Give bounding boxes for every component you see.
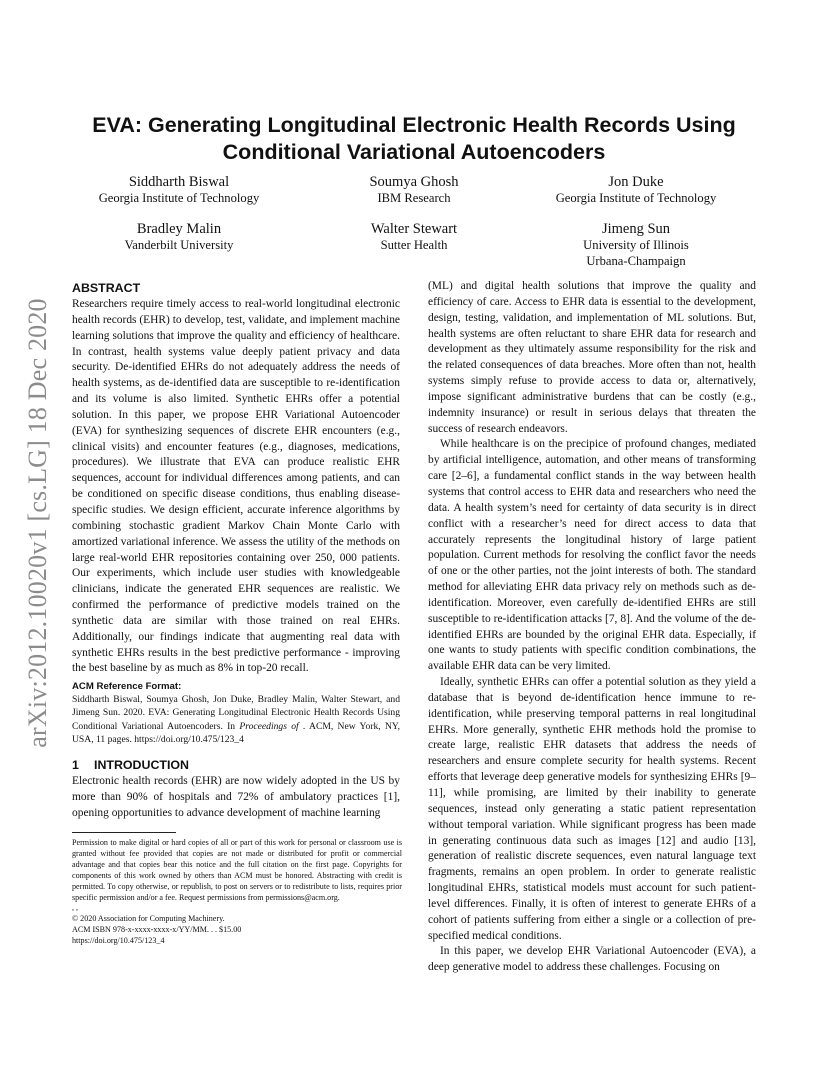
author-name: Jon Duke: [608, 174, 664, 190]
author-block: [72, 221, 286, 253]
author-affiliation: IBM Research: [377, 191, 451, 205]
author-name: Bradley Malin: [136, 221, 222, 237]
permission-notice: Permission to make digital or hard copies of all or part of this work for personal or classroom use is granted without fee provided that copies are not made or distributed for profit or commercial advantage and that copies bear this notice and the full citation on the first page. Copyrights for components of this work owned by others than ACM must be honored. Abstracting with credit is permitted. To copy otherwise, or republish, to post on servers or to redistribute to lists, requires prior specific permission and/or a fee. Request permissions from permissions@acm.org.: [72, 838, 402, 902]
introduction-heading: [72, 757, 400, 773]
author-affiliation: Georgia Institute of Technology: [555, 191, 717, 205]
author-name: Walter Stewart: [370, 221, 458, 237]
author-affiliation: Georgia Institute of Technology: [98, 191, 260, 205]
author-name: Siddharth Biswal: [128, 174, 230, 190]
author-affiliation: University of Illinois: [583, 238, 689, 252]
introduction-paragraph: Ideally, synthetic EHRs can offer a potential solution as they yield a database that is beyond de-identification hence immune to re-identification, while preserving temporal patterns in real longitudinal EHRs. More generally, synthetic EHR methods hold the promise to create large, realistic EHR datasets that address the needs of researchers and ensure complete security for health systems. Recent efforts that leverage deep generative models for synthesizing EHRs [9–11], while promising, are limited by their inability to generate sequences, instead only generating a static patient representation without temporal variation. While significant progress has been made in generating continuous data such as images [12] and audio [13], generation of realistic discrete sequences, even natural language text fragments, remains an open problem. In order to generate realistic longitudinal EHRs, statistical models must account for such patient-level differences. Finally, it is often of interest to generate EHRs of a cohort of patients suffering from either a single or a collection of pre-specified medical conditions.: [428, 676, 756, 942]
paper-title: [72, 112, 756, 166]
section-title: INTRODUCTION: [94, 758, 189, 773]
introduction-paragraph: While healthcare is on the precipice of profound changes, mediated by artificial intelligence, automation, and other means of transforming care [2–6], a fundamental conflict stands in the way between health systems that control access to EHR data and researchers who need the data. A health system’s need for certainty of data security is in direct conflict with a researcher’s need for direct access to data that accurately represents the longitudinal history of large patient population. Current methods for resolving the conflict favor the needs of one or the other parties, not the joint interests of both. The standard method for alleviating EHR data privacy rely on methods such as de-identification. Moreover, even carefully de-identified EHRs are still susceptible to re-identification attacks [7, 8]. And the volume of the de-identified EHRs are bounded by the original EHR data. Especially, if one wants to study patients with specific condition combinations, the available EHR data can be very limited.: [428, 438, 756, 673]
conference-venue: , ,: [72, 903, 79, 913]
arxiv-identifier-stamp: [20, 283, 56, 763]
acm-reference-publisher: . ACM, New York, NY, USA, 11 pages. https://doi.org/10.475/123_4: [72, 720, 400, 745]
introduction-paragraph: (ML) and digital health solutions that improve the quality and efficiency of care. Access to EHR data is essential to the development, design, testing, validation, and implementation of ML solutions. But, health systems are often reluctant to share EHR data for research and development as they ultimately assume responsibility for the risk and the related consequences of data breaches. More often than not, health systems simply refuse to provide access to data or, alternatively, impose significant administrative burdens that can be costly (e.g., indemnity insurance) or result in serious delays that threaten the success of research endeavors.: [428, 280, 756, 435]
author-affiliation: Vanderbilt University: [124, 238, 234, 252]
paper-title-line-2: Conditional Variational Autoencoders: [222, 140, 606, 164]
copyright-line: © 2020 Association for Computing Machinery.: [72, 914, 225, 924]
isbn-line: ACM ISBN 978-x-xxxx-xxxx-x/YY/MM. . . $15.00: [72, 925, 242, 935]
author-affiliation: Sutter Health: [380, 238, 448, 252]
acm-reference-text: [72, 693, 400, 746]
author-block: [307, 221, 521, 253]
acm-reference-proceedings: Proceedings of: [239, 720, 299, 732]
author-name: Jimeng Sun: [601, 221, 671, 237]
abstract-text: Researchers require timely access to real-world longitudinal electronic health records (EHR) to develop, test, validate, and implement machine learning solutions that improve the quality and efficiency of healthcare. In contrast, health systems value deeply patient privacy and data security. De-identified EHRs do not adequately address the needs of health systems, as de-identified data are susceptible to re-identification and its volume is also limited. Synthetic EHRs offer a potential solution. In this paper, we propose EHR Variational Autoencoder (EVA) for synthesizing sequences of discrete EHR encounters (e.g., clinical visits) and encounter features (e.g., diagnoses, medications, procedures). We illustrate that EVA can produce realistic EHR sequences, account for individual differences among patients, and can be conditioned on specific disease conditions, thus enabling disease-specific studies. We design efficient, accurate inference algorithms by combining stochastic gradient Markov Chain Monte Carlo with amortized variational inference. We assess the utility of the methods on large real-world EHR repositories containing over 250, 000 patients. Our experiments, which include user studies with knowledgeable clinicians, indicate the generated EHR sequences are realistic. We confirmed the performance of predictive models trained on the synthetic data are similar with those trained on real EHRs. Additionally, our findings indicate that augmenting real data with synthetic EHRs results in the best predictive performance - improving the best baseline by as much as 8% in top-20 recall.: [72, 298, 400, 675]
section-number: 1: [72, 758, 79, 773]
author-block: [72, 174, 286, 206]
author-block: [307, 174, 521, 206]
acm-reference-citation: Siddharth Biswal, Soumya Ghosh, Jon Duke, Bradley Malin, Walter Stewart, and Jimeng Sun. 2020. EVA: Generating Longitudinal Electronic Health Records Using Conditional Variational Autoencoders. In: [72, 694, 400, 732]
paper-title-line-1: EVA: Generating Longitudinal Electronic Health Records Using: [92, 113, 736, 137]
author-name: Soumya Ghosh: [369, 174, 459, 190]
arxiv-identifier-text: arXiv:2012.10020v1 [cs.LG] 18 Dec 2020: [23, 298, 52, 748]
left-column: [72, 280, 400, 822]
author-block: [529, 221, 743, 269]
footnote-divider: [72, 832, 176, 833]
introduction-paragraph: Electronic health records (EHR) are now widely adopted in the US by more than 90% of hospitals and 72% of ambulatory practices [1], opening opportunities to advance development of machine learning: [72, 775, 400, 819]
abstract-heading: ABSTRACT: [72, 281, 141, 295]
author-affiliation-line-2: Urbana-Champaign: [586, 254, 686, 268]
doi-line: https://doi.org/10.475/123_4: [72, 936, 165, 946]
acm-reference-heading: ACM Reference Format:: [72, 681, 182, 693]
author-block: [529, 174, 743, 206]
permission-footnote: [72, 838, 402, 947]
introduction-paragraph: In this paper, we develop EHR Variational Autoencoder (EVA), a deep generative model to address these challenges. Focusing on: [428, 945, 756, 974]
right-column: [428, 279, 756, 976]
